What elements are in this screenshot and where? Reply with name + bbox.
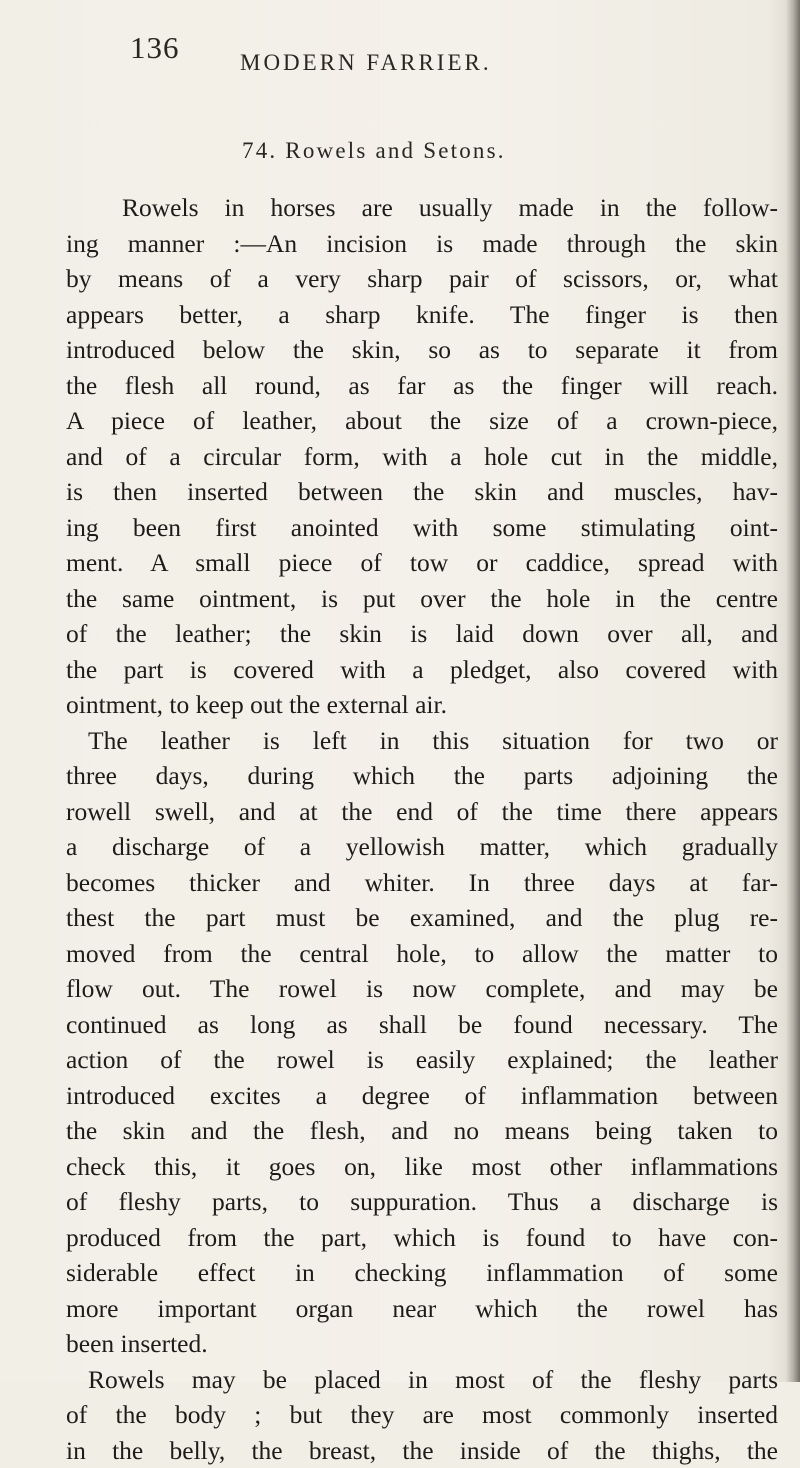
text-line: The leather is left in this situation for two or xyxy=(66,723,778,759)
text-line: of the leather; the skin is laid down over all, and xyxy=(66,616,778,652)
body-text xyxy=(66,190,778,1468)
text-line: three days, during which the parts adjoining the xyxy=(66,758,778,794)
text-line: is then inserted between the skin and muscles, hav- xyxy=(66,474,778,510)
text-line: Rowels in horses are usually made in the follow- xyxy=(66,190,778,226)
text-line: action of the rowel is easily explained; the leather xyxy=(66,1042,778,1078)
text-line: becomes thicker and whiter. In three days at far- xyxy=(66,865,778,901)
text-line: been inserted. xyxy=(66,1326,778,1362)
text-line: a discharge of a yellowish matter, which gradually xyxy=(66,829,778,865)
section-title: 74. Rowels and Setons. xyxy=(242,138,742,164)
text-line: moved from the central hole, to allow the matter to xyxy=(66,936,778,972)
text-line: ment. A small piece of tow or caddice, spread with xyxy=(66,545,778,581)
text-line: appears better, a sharp knife. The finger is then xyxy=(66,297,778,333)
running-head: MODERN FARRIER. xyxy=(240,50,710,76)
text-line: of fleshy parts, to suppuration. Thus a discharge is xyxy=(66,1184,778,1220)
text-line: the part is covered with a pledget, also covered with xyxy=(66,652,778,688)
text-line: A piece of leather, about the size of a crown-piece, xyxy=(66,403,778,439)
text-line: Rowels may be placed in most of the fleshy parts xyxy=(66,1362,778,1398)
text-line: in the belly, the breast, the inside of the thighs, the xyxy=(66,1433,778,1468)
page-edge-shadow xyxy=(786,0,800,1382)
text-line: ointment, to keep out the external air. xyxy=(66,687,778,723)
text-line: the flesh all round, as far as the finger will reach. xyxy=(66,368,778,404)
text-line: introduced excites a degree of inflammation between xyxy=(66,1078,778,1114)
text-line: continued as long as shall be found necessary. The xyxy=(66,1007,778,1043)
text-line: by means of a very sharp pair of scissors, or, what xyxy=(66,261,778,297)
text-line: flow out. The rowel is now complete, and may be xyxy=(66,971,778,1007)
text-line: produced from the part, which is found to have con- xyxy=(66,1220,778,1256)
text-line: rowell swell, and at the end of the time there appears xyxy=(66,794,778,830)
text-line: ing manner :—An incision is made through the skin xyxy=(66,226,778,262)
text-line: more important organ near which the rowel has xyxy=(66,1291,778,1327)
page-number: 136 xyxy=(130,30,180,66)
text-line: ing been first anointed with some stimulating oint- xyxy=(66,510,778,546)
text-line: siderable effect in checking inflammation of some xyxy=(66,1255,778,1291)
text-line: introduced below the skin, so as to separate it from xyxy=(66,332,778,368)
text-line: the skin and the flesh, and no means being taken to xyxy=(66,1113,778,1149)
text-line: thest the part must be examined, and the plug re- xyxy=(66,900,778,936)
text-line: the same ointment, is put over the hole in the centre xyxy=(66,581,778,617)
text-line: check this, it goes on, like most other inflammations xyxy=(66,1149,778,1185)
text-line: of the body ; but they are most commonly inserted xyxy=(66,1397,778,1433)
text-line: and of a circular form, with a hole cut in the middle, xyxy=(66,439,778,475)
